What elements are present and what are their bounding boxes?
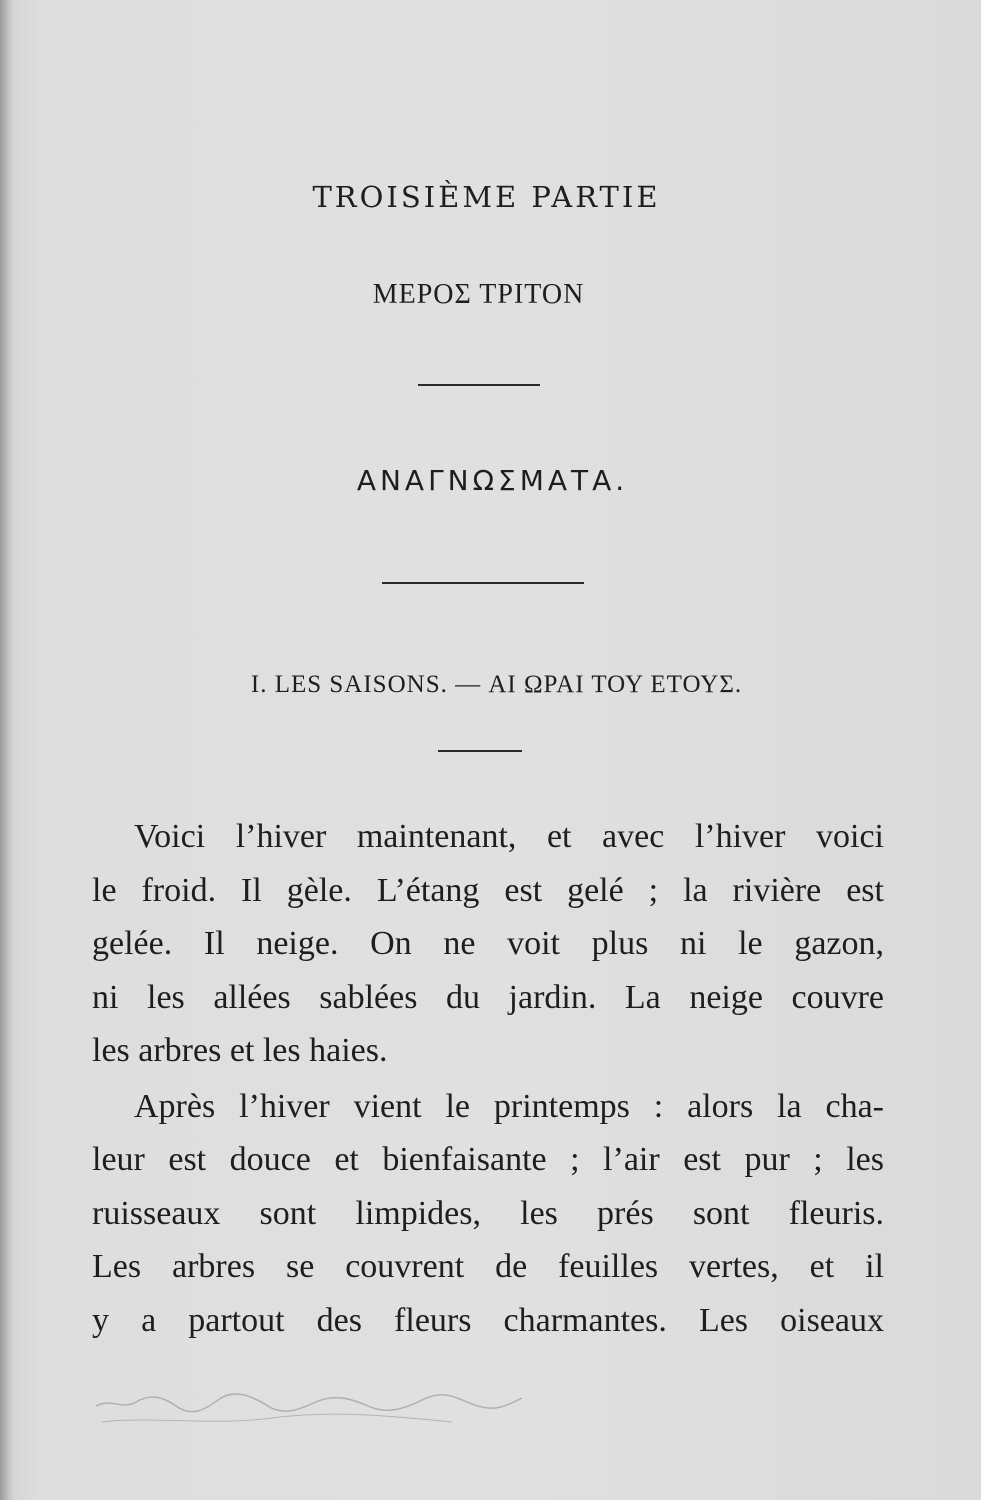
pencil-scribble bbox=[92, 1376, 592, 1436]
text-line: les arbres et les haies. bbox=[92, 1032, 388, 1069]
divider-rule bbox=[418, 384, 540, 386]
part-title-greek: ΜΕΡΟΣ ΤΡΙΤΟΝ bbox=[372, 279, 585, 310]
part-title: TROISIÈME PARTIE bbox=[312, 180, 661, 214]
text-line: ni les allées sablées du jardin. La neige couvre bbox=[92, 978, 884, 1016]
paragraph bbox=[92, 1080, 884, 1348]
text-line: gelée. Il neige. On ne voit plus ni le gazon, bbox=[92, 925, 884, 962]
paragraph bbox=[92, 810, 884, 1078]
text-line: ruisseaux sont limpides, les prés sont fleuris. bbox=[92, 1194, 884, 1232]
divider-rule bbox=[382, 582, 584, 584]
chapter-heading: I. LES SAISONS. — ΑΙ ΩΡΑΙ ΤΟΥ ΕΤΟΥΣ. bbox=[250, 671, 743, 698]
body-text bbox=[92, 810, 884, 1347]
page-gutter bbox=[0, 0, 14, 1500]
text-line: Les arbres se couvrent de feuilles vertes, et il bbox=[92, 1248, 884, 1285]
text-line: y a partout des fleurs charmantes. Les oiseaux bbox=[92, 1301, 884, 1339]
divider-rule bbox=[438, 750, 522, 752]
text-line: Après l’hiver vient le printemps : alors la cha- bbox=[134, 1087, 884, 1125]
text-line: le froid. Il gèle. L’étang est gelé ; la rivière est bbox=[92, 871, 884, 909]
text-line: leur est douce et bienfaisante ; l’air est pur ; les bbox=[92, 1141, 884, 1178]
text-line: Voici l’hiver maintenant, et avec l’hiver voici bbox=[134, 818, 884, 855]
section-title-greek: ΑΝΑΓΝΩΣΜΑΤΑ. bbox=[356, 464, 629, 497]
